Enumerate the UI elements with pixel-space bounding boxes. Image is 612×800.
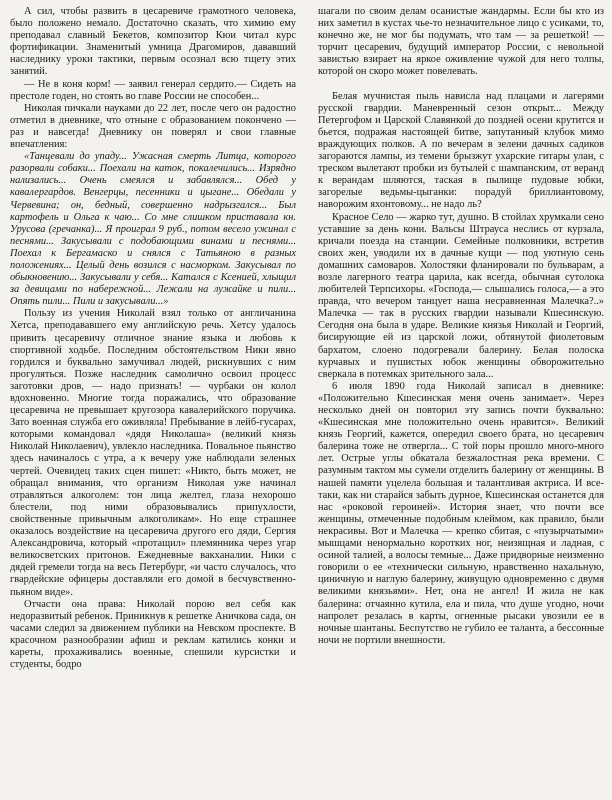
paragraph-dragomirov-quote: — Не в коня корм! — заявил генерал сердито.— Сидеть на престоле годен, но стоять во главе России не способен...: [10, 78, 296, 102]
right-column: [318, 6, 604, 796]
paragraph-tutors: А сил, чтобы развить в цесаревиче грамотного человека, было положено немало. Достаточно сказать, что химию ему преподавал славный Бекетов, композитор Кюи читал курс фортификации. Знаменитый умница Драгомиров, дававший наследнику уроки тактики, первым осознал всю тщету этих занятий.: [10, 6, 296, 78]
paragraph-gendarmes: шагали по своим делам осанистые жандармы. Если бы кто из них заметил в кустах чье-то незначительное лицо с усиками, то, конечно же, не мог бы подумать, что там — за решеткой! — торчит цесаревич, будущий император России, с невольной завистью взирает на яркое оживление чужой для него толпы, которой он скоро может повелевать.: [318, 6, 604, 78]
magazine-page: [10, 6, 604, 796]
paragraph-diary-intro: Николая пичкали науками до 22 лет, после чего он радостно отметил в дневнике, что отныне с образованием покончено — раз и навсегда! Дневнику он поверял и свои главные впечатления:: [10, 102, 296, 151]
paragraph-maneuvers: Белая мучнистая пыль нависла над плацами и лагерями русской гвардии. Маневренный сезон открыт... Между Петергофом и Царской Славянкой до поздней осени крутится и бьется, подражая настоящей битве, запутанный клубок мимо враждующих полков. А по вечерам в зелени дачных садиков загораются лампы, из темени брызжут ухарские гитары улан, с треском вылетают пробки из бутылей с шампанским, от веранд к верандам шляются, таская в пылище пудовые юбки, загорелые ведьмы-цыганки: порадуй бриллиантовому, наворожим яхонтовому... не надо ль?: [318, 90, 604, 211]
paragraph-krasnoe-selo: Красное Село — жарко тут, душно. В стойлах хрумкали сено уставшие за день кони. Вальсы Штрауса неслись от курзала, кричали поезда на станции. Семейные полковники, встретив своих жен, уводили их в дачные кущи — под уютную сень домашних самоваров. Холостяки фланировали по бульварам, а возле лагерного театра царила, как всегда, обычная сутолока любителей Терпсихоры. «Господа,— слышались голоса,— а это правда, что вечером танцует наша несравненная Малечка?..» Малечка — так в русских гвардии называли Кшесинскую. Сегодня она была в ударе. Великие князья Николай и Георгий, бисирующие ей из царской ложи, обтянутой фиолетовым бархатом, слоено подогревали балерину. Белая полоска курчавых и пушистых юбок женщины обворожительно сверкала в потемках зрительного зала...: [318, 211, 604, 380]
left-column: [10, 6, 296, 796]
paragraph-heath-and-service: Пользу из учения Николай взял только от англичанина Хетса, преподававшего ему английскую речь. Хетсу удалось привить цесаревичу отличное знание языка и любовь к спортивной ходьбе. Последним обстоятельством Ники явно гордился и буквально замучивал людей, рискнувших с ним прогуляться. Позже наследник самолично освоил процесс заготовки дров, — надо признать! — чурбаки он колол вдохновенно. Многие тогда поражались, что образование цесаревича не превышает кругозора кавалерийского поручика. Зато военная служба его оживляла! Пребывание в лейб-гусарах, которыми командовал «дядя Николаша» (великий князь Николай Николаевич), увлекло наследника. Повальное пьянство здесь начиналось с утра, а к вечеру уже наблюдали зеленых чертей. Очевидец таких сцен пишет: «Никто, быть может, не обращал внимания, что организм Николая уже начинал отравляться алкоголем: тон лица желтел, глаза нехорошо блестели, под ними образовывались припухлости, свойственные привычным алкоголикам». Но еще страшнее оказалось воздействие на цесаревича другого его дяди, Сергия Александровича, который «протащил» племянника через угар великосветских притонов. Ежедневные вакханалии. Ники с дядей гремели тогда на весь Петербург, «и часто случалось, что гвардейские офицеры доставляли его домой в бесчувственно-пьяном виде».: [10, 308, 296, 598]
paragraph-kshesinskaya: 6 июля 1890 года Николай записал в дневнике: «Положительно Кшесинская меня очень занимает». Через несколько дней он повторил эту запись почти буквально: «Кшесинская мне положительно очень нравится». Великий князь Георгий, кажется, опередил своего брата, но цесаревич балерина тоже не отвергла... С той поры прошло много-много лет. Острые углы обкатала безжалостная река времени. С разумным тактом мы сумели отделить балерину от женщины. В нашей памяти уцелела большая и талантливая актриса. И все-таки, как ни старайся забыть дурное, Кшесинская останется для нас «роковой героиней». История знает, что почти все женщины, отмеченные подобным клеймом, как правило, были некрасивы. Вот и Малечка — крепко сбитая, с «пузырчатыми» мышцами ненормально коротких ног, неизящная и ладная, с осиной талией, а волосы темные... Даже придворные неизменно говорили о ее «технически сильную, нравственно нахальную, циничную и наглую балерину, живущую одновременно с двумя великими князьями». Нет, она не ангел! И жила не как балерина: отчаянно кутила, ела и пила, что душе угодно, ночи напролет резалась в карты, огненные рысаки увозили ее в ночные шантаны. Беспутство не губило ее таланта, а бессонные ночи не портили внешности.: [318, 380, 604, 646]
paragraph-diary-excerpt: «Танцевали до упаду... Ужасная смерть Литца, которого разорвали собаки... Поехали на каток, покалечились... Изрядно нализались... Очень смеялся и забавлялся... Обед у кавалергардов. Венгерцы, песенники и цыгане... Обедали у Червевина; он, бедный, совершенно надрызгался... Был картофель и Ольга к чаю... Со мне слишком приставала кн. Урусова (гречанка)... Я проиграл 9 руб., потом весело ужинал с песнями... Закусывали с подобающими винами и песнями... Поехал к Бергамаско и снялся с Татьяною в разных положениях... Целый день возился с насморком. Закусывал по обыкновению... Закусывали у себя... Катался с Ксенией, хлыщил за девицами по набережной... Лежали на лужайке и пили... Опять пили... Пили и закусывали...»: [10, 151, 296, 308]
paragraph-anichkov-garden: Отчасти она права: Николай порою вел себя как недоразвитый ребенок. Приникнув к решетке Аничкова сада, он часами следил за движением публики на Невском проспекте. В красочном разнообразии афиш и реклам катились конки и кареты, прохаживались военные, спешили курсистки и студенты, бодро: [10, 598, 296, 671]
